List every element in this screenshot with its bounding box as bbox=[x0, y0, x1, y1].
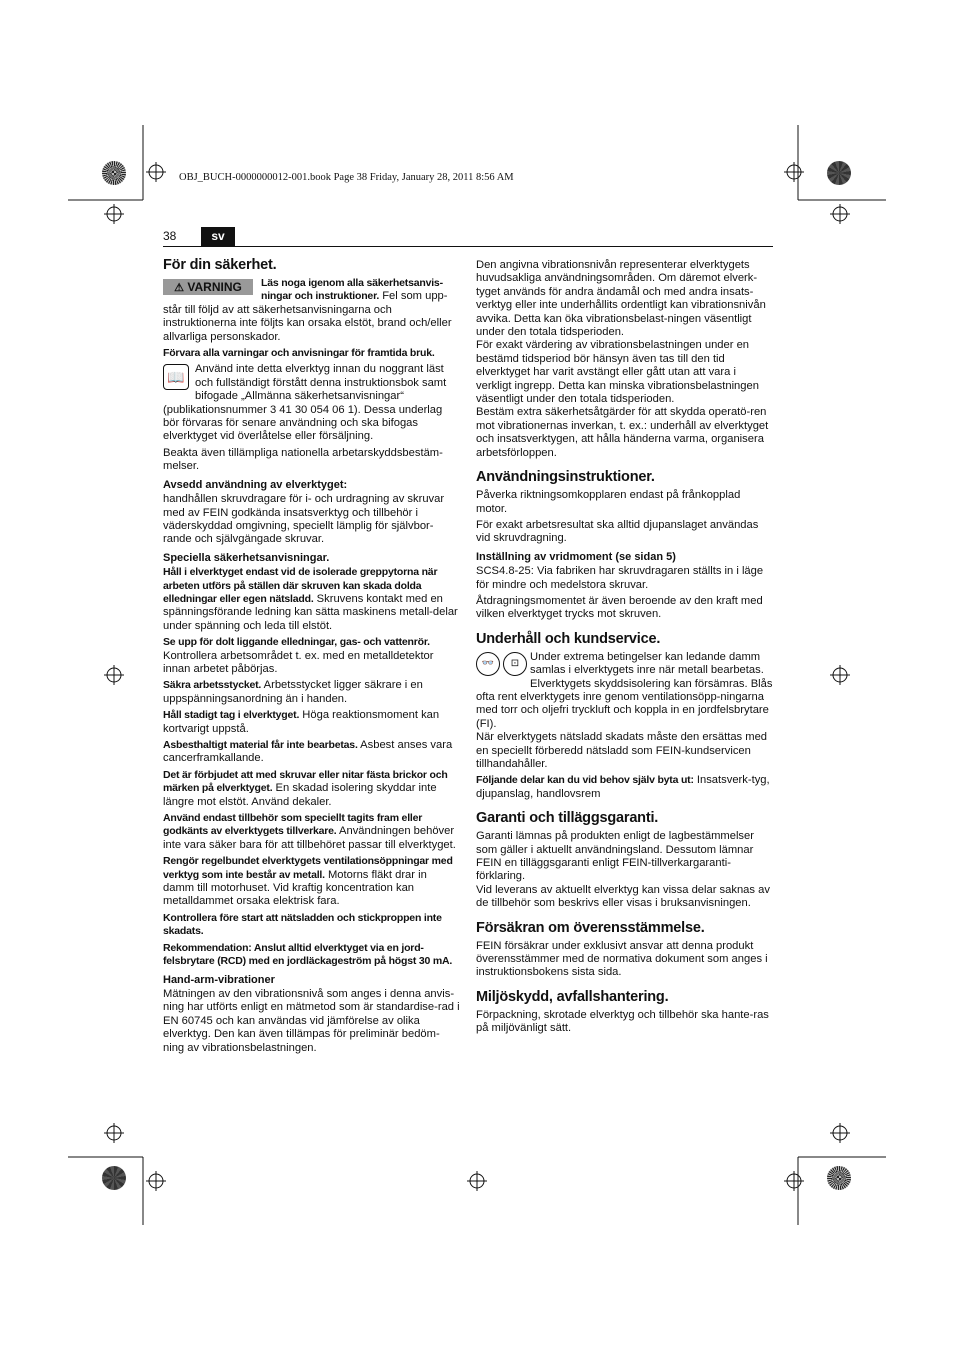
warranty-text-2: Vid leverans av aktuellt elverktyg kan vissa delar saknas av de tillbehör som beskrivs eller visas i bruksanvisningen. bbox=[476, 883, 770, 910]
warning-triangle-icon: ⚠ bbox=[174, 282, 185, 294]
safety-item-bold: Det är förbjudet att med skruvar eller nitar fästa brickor och märken på elverktyget. bbox=[163, 768, 448, 795]
safety-item bbox=[163, 855, 460, 909]
safety-item-bold: Använd endast tillbehör som speciellt tagits fram eller godkänts av elverktygets tillverkare. bbox=[163, 812, 423, 838]
usage-text-2: För exakt arbetsresultat ska alltid djupanslaget användas vid skruvdragning. bbox=[476, 518, 759, 545]
safety-item bbox=[163, 566, 460, 633]
page-number: 38 bbox=[163, 229, 177, 243]
keep-instructions: Förvara alla varningar och anvisningar för framtida bruk. bbox=[163, 347, 435, 360]
safety-item-text: Höga reaktionsmoment kan kortvarigt uppstå. bbox=[163, 709, 440, 735]
conformity-text: FEIN försäkrar under exklusivt ansvar att denna produkt överensstämmer med de normativa dokument som anges i instruktionsbokens sista sida. bbox=[476, 939, 768, 979]
safety-item bbox=[163, 769, 460, 809]
header-rule bbox=[163, 246, 773, 247]
hand-arm-heading: Hand-arm-vibrationer bbox=[163, 973, 275, 986]
language-badge: sv bbox=[201, 227, 235, 246]
read-manual-icon: 📖 bbox=[163, 364, 189, 390]
safety-heading: För din säkerhet. bbox=[163, 257, 277, 273]
warning-label: VARNING bbox=[187, 280, 242, 294]
warning-bold: Läs noga igenom alla säkerhetsanvis-ningar och instruktioner. bbox=[261, 277, 443, 303]
safety-item-bold: Asbesthaltigt material får inte bearbetas. bbox=[163, 739, 358, 751]
eye-protection-icon: 👓 bbox=[476, 652, 500, 676]
warning-paragraph bbox=[163, 277, 460, 344]
safety-item-text: Skruvens kontakt med en spänningsförande ledning kan sätta maskinens metall-delar under spänning och leda till elstöt. bbox=[163, 592, 458, 632]
usage-heading: Användningsinstruktioner. bbox=[476, 469, 655, 486]
service-text-2: När elverktygets nätsladd skadats måste den ersättas med en speciellt förberedd nätsladd som FEIN-kundservicen tillhandahåller. bbox=[476, 731, 768, 770]
intended-use-heading: Avsedd användning av elverktyget: bbox=[163, 478, 348, 491]
national-regulations: Beakta även tillämpliga nationella arbetarskyddsbestäm-melser. bbox=[163, 446, 443, 473]
safety-item: Kontrollera före start att nätsladden och stickproppen inte skadats. bbox=[163, 911, 442, 938]
torque-text-1: SCS4.8-25: Via fabriken har skruvdragaren ställts in i läge för mindre och medelstora skruvar. bbox=[476, 565, 764, 591]
safety-item-bold: Rengör regelbundet elverktygets ventilationsöppningar med verktyg som inte består av metall. bbox=[163, 855, 453, 881]
parts-bold: Följande delar kan du vid behov själv byta ut: bbox=[476, 774, 694, 787]
safety-item bbox=[163, 679, 460, 706]
service-text-1: Under extrema betingelser kan ledande damm samlas i elverktygets inre när metall bearbetas. Elverktygets skyddsisolering kan försämras. Blås ofta rent elverktygets inre genom ventilationsöpp-ningarna med torr och oljefri tryckluft och koppla in en jordfelsbrytare (FI). bbox=[476, 650, 773, 730]
book-header-line: OBJ_BUCH-0000000012-001.book Page 38 Friday, January 28, 2011 8:56 AM bbox=[179, 172, 514, 183]
conformity-heading: Försäkran om överensstämmelse. bbox=[476, 919, 705, 936]
vibration-text-3: Bestäm extra säkerhetsåtgärder för att skydda operatö-ren mot vibrationernas inverkan, t. ex.: underhåll av elverktyget och insatsverktygen, att hålla händerna varma, organisera arbetsförloppen. bbox=[476, 406, 769, 459]
right-column bbox=[476, 259, 773, 1039]
safety-item-text: Motorns fläkt drar in damm till motorhuset. Vid kraftig koncentration kan metalldammet orsaka elektrisk fara. bbox=[163, 868, 427, 908]
safety-item: Rekommendation: Anslut alltid elverktyget via en jord-felsbrytare (RCD) med en jordläckageström på högst 30 mA. bbox=[163, 941, 453, 968]
safety-item bbox=[163, 709, 460, 736]
safety-item bbox=[163, 636, 460, 676]
service-heading: Underhåll och kundservice. bbox=[476, 630, 661, 647]
service-paragraph bbox=[476, 651, 773, 731]
environment-text: Förpackning, skrotade elverktyg och tillbehör ska hante-ras på miljövänligt sätt. bbox=[476, 1008, 769, 1035]
replaceable-parts bbox=[476, 774, 773, 801]
safety-item bbox=[163, 739, 460, 766]
vibration-text-2: För exakt värdering av vibrationsbelastningen under en bestämd tidsperiod bör hänsyn även tas till den tid elverktyget har varit avstängt eller gått utan att vara i verkligt ingrepp. Detta kan minska vibrationsbelastningen väsentligt under den totala tidsperioden. bbox=[476, 339, 759, 406]
warning-badge bbox=[163, 279, 253, 295]
intended-use-text: handhållen skruvdragare för i- och urdragning av skruvar med av FEIN godkända insatsverktyg och tillbehör i väderskyddad omgivning, speciellt lämplig för självbor-rande och självgängade skruvar. bbox=[163, 493, 445, 546]
torque-text-2: Åtdragningsmomentet är även beroende av den kraft med vilken elverktyget trycks mot skruven. bbox=[476, 594, 763, 621]
vibration-text-1: Den angivna vibrationsnivån representerar elverktygets huvudsakliga användningsområden. Om däremot elverk-tyget används för andra ändamål och med andra insats-verktyg eller inte underhållits ordentligt kan vibrationsnivån avvika. Detta kan öka vibrationsbelast-ningen väsentligt under den totala tidsperioden. bbox=[476, 259, 766, 339]
safety-item bbox=[163, 812, 460, 852]
safety-item-bold: Håll stadigt tag i elverktyget. bbox=[163, 709, 300, 722]
warning-text: Fel som upp-står till följd av att säkerhetsanvisningarna och instruktionerna inte följts kan orsaka elstöt, brand och/eller allvarliga personskador. bbox=[163, 290, 452, 343]
safety-item-bold: Se upp för dolt liggande elledningar, gas- och vattenrör. bbox=[163, 636, 430, 649]
manual-paragraph bbox=[163, 363, 460, 443]
manual-text: Använd inte detta elverktyg innan du noggrant läst och fullständigt förstått denna instruktionsbok samt bifogade „Allmänna säkerhetsanvisningar“ (publikationsnummer 3 41 30 054 06 1). Dessa underlag bör förvaras för senare användning och ska bifogas elverktyget vid överlåtelse eller försäljning. bbox=[163, 363, 447, 443]
torque-heading: Inställning av vridmoment (se sidan 5) bbox=[476, 550, 676, 563]
safety-item-text: Användningen behöver inte vara säker bara för att tillbehöret passar till elverktyget. bbox=[163, 825, 456, 851]
environment-heading: Miljöskydd, avfallshantering. bbox=[476, 988, 669, 1005]
safety-item-text: Asbest anses vara cancerframkallande. bbox=[163, 739, 453, 765]
safety-item-bold: Håll i elverktyget endast vid de isolerade greppytorna när arbeten utförs på ställen där skruven kan skada dolda elledningar eller egen nätsladd. bbox=[163, 566, 438, 605]
safety-item-bold: Säkra arbetsstycket. bbox=[163, 679, 262, 692]
compressed-air-icon: ⊡ bbox=[503, 652, 527, 676]
parts-text: Insatsverk-tyg, djupanslag, handlovsrem bbox=[476, 774, 770, 800]
special-safety-heading: Speciella säkerhetsanvisningar. bbox=[163, 551, 330, 564]
usage-text-1: Påverka riktningsomkopplaren endast på frånkopplad motor. bbox=[476, 489, 741, 515]
warranty-heading: Garanti och tilläggsgaranti. bbox=[476, 810, 659, 827]
safety-item-text: Kontrollera arbetsområdet t. ex. med en metalldetektor innan arbetet påbörjas. bbox=[163, 649, 434, 675]
safety-item-text: En skadad isolering skyddar inte längre mot elstöt. Använd dekaler. bbox=[163, 782, 437, 808]
hand-arm-text: Mätningen av den vibrationsnivå som anges i denna anvis-ning har utförts enligt en mätmetod som är standardise-rad i EN 60745 och kan användas vid jämförelse av olika elverktyg. Den kan även tillämpas för preliminär bedöm-ning av vibrationsbelastningen. bbox=[163, 987, 460, 1054]
left-column bbox=[163, 256, 460, 1058]
safety-item-text: Arbetsstycket ligger säkrare i en uppspänningsanordning än i handen. bbox=[163, 679, 423, 705]
warranty-text-1: Garanti lämnas på produkten enligt de lagbestämmelser som gäller i aktuellt användningsland. Dessutom lämnar FEIN en tilläggsgaranti enligt FEIN-tillverkargaranti-förklaring. bbox=[476, 830, 754, 883]
